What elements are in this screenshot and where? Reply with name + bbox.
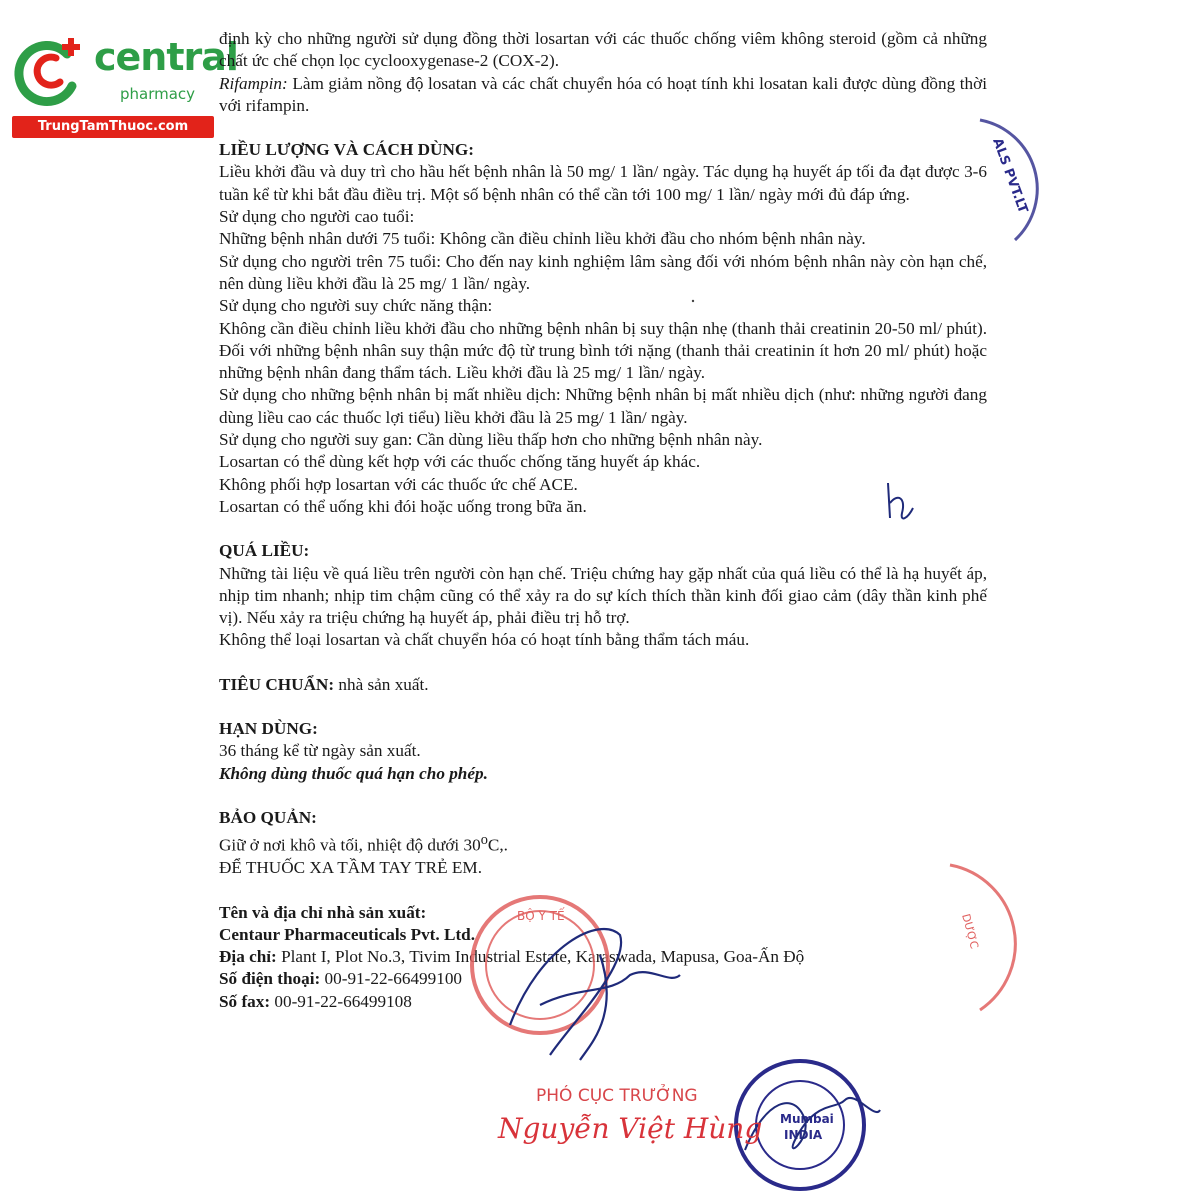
dosage-paragraph: Sử dụng cho những bệnh nhân bị mất nhiều dịch: Những bệnh nhân bị mất nhiều dịch (như: những người đang dùng liều cao các thuốc lợi tiểu) liều khởi đầu là 25 mg/ 1 lần/ ngày. xyxy=(219,385,987,427)
rifampin-label: Rifampin: xyxy=(219,73,288,93)
dosage-paragraph: Losartan có thể dùng kết hợp với các thuốc chống tăng huyết áp khác. xyxy=(219,452,701,472)
storage-title: BẢO QUẢN: xyxy=(219,807,317,827)
fax-text: 00-91-22-66499108 xyxy=(270,991,412,1011)
dosage-paragraph: Sử dụng cho người suy gan: Cần dùng liều thấp hơn cho những bệnh nhân này. xyxy=(219,430,763,450)
overdose-paragraph: Những tài liệu về quá liều trên người còn hạn chế. Triệu chứng hay gặp nhất của quá liều có thể là hạ huyết áp, nhịp tim nhanh; nhịp tim chậm cũng có thể xảy ra do sự kích thích thần kinh đối giao cảm (dây thần kinh phế vị). Nếu xảy ra triệu chứng hạ huyết áp, phải điều trị hỗ trợ. xyxy=(219,563,987,628)
rifampin-text: Làm giảm nồng độ losatan và các chất chuyển hóa có hoạt tính khi losatan kali được dùng đồng thời với rifampin. xyxy=(219,73,987,115)
expiry-warning: Không dùng thuốc quá hạn cho phép. xyxy=(219,763,488,783)
dosage-paragraph: Những bệnh nhân dưới 75 tuổi: Không cần điều chỉnh liều khởi đầu cho nhóm bệnh nhân này. xyxy=(219,229,866,249)
expiry-paragraph: 36 tháng kể từ ngày sản xuất. xyxy=(219,741,421,761)
dosage-paragraph: Losartan có thể uống khi đói hoặc uống trong bữa ăn. xyxy=(219,496,587,516)
svg-text:Mumbai: Mumbai xyxy=(780,1112,834,1126)
signatory-title: PHÓ CỤC TRƯỞNG xyxy=(536,1086,698,1106)
address-text: Plant I, Plot No.3, Tivim Industrial Estate, Karaswada, Mapusa, Goa-Ấn Độ xyxy=(276,947,805,967)
svg-text:BỘ Y TẾ: BỘ Y TẾ xyxy=(517,909,565,923)
pharmacy-cross-icon xyxy=(12,34,86,108)
address-label: Địa chỉ: xyxy=(219,947,277,967)
storage-warning: ĐỂ THUỐC XA TẦM TAY TRẺ EM. xyxy=(219,858,482,878)
central-pharmacy-logo xyxy=(8,30,238,140)
edge-stamp-fragment xyxy=(975,110,1031,250)
phone-text: 00-91-22-66499100 xyxy=(320,969,463,989)
phone-label: Số điện thoại: xyxy=(219,969,321,989)
overdose-title: QUÁ LIỀU: xyxy=(219,541,310,561)
svg-text:INDIA: INDIA xyxy=(784,1128,823,1142)
storage-degree: o xyxy=(480,832,488,849)
dosage-paragraph: Sử dụng cho người trên 75 tuổi: Cho đến nay kinh nghiệm lâm sàng đối với nhóm bệnh nhân này còn hạn chế, nên dùng liều khởi đầu là 25 mg/ 1 lần/ ngày. xyxy=(219,251,987,293)
standard-title: TIÊU CHUẨN: xyxy=(219,674,335,694)
manufacturer-name: Centaur Pharmaceuticals Pvt. Ltd. xyxy=(219,924,476,944)
logo-website: TrungTamThuoc.com xyxy=(12,116,214,138)
storage-text: Giữ ở nơi khô và tối, nhiệt độ dưới 30 xyxy=(219,835,481,855)
expiry-title: HẠN DÙNG: xyxy=(219,719,318,739)
signatory-name: Nguyễn Việt Hùng xyxy=(498,1112,763,1145)
handwritten-initials xyxy=(878,478,918,528)
logo-brand: central xyxy=(94,35,238,79)
corner-stamp-fragment xyxy=(940,860,1000,1020)
manufacturer-title: Tên và địa chỉ nhà sản xuất: xyxy=(219,902,427,922)
intro-rifampin-paragraph xyxy=(219,73,987,118)
svg-text:ALS PVT.LT: ALS PVT.LT xyxy=(989,136,1031,216)
intro-nsaid-text: định kỳ cho những người sử dụng đồng thời losartan với các thuốc chống viêm không steroid (gồm cả những chất ức chế chọn lọc cyclooxygenase-2 (COX-2). xyxy=(219,29,987,71)
dosage-title: LIỀU LƯỢNG VÀ CÁCH DÙNG: xyxy=(219,140,474,160)
standard-line xyxy=(219,674,987,696)
document-body xyxy=(219,28,987,1013)
dosage-paragraph: Sử dụng cho người cao tuổi: xyxy=(219,207,415,227)
dosage-paragraph: Sử dụng cho người suy chức năng thận: xyxy=(219,296,493,316)
standard-text: nhà sản xuất. xyxy=(334,674,429,694)
handwritten-signature xyxy=(480,905,690,1065)
storage-text-end: C,. xyxy=(487,835,508,855)
overdose-paragraph: Không thể loại losartan và chất chuyển hóa có hoạt tính bằng thẩm tách máu. xyxy=(219,630,750,650)
fax-label: Số fax: xyxy=(219,991,271,1011)
storage-paragraph xyxy=(219,829,987,857)
svg-text:DƯỢC: DƯỢC xyxy=(959,912,981,951)
dosage-paragraph: Liều khởi đầu và duy trì cho hầu hết bệnh nhân là 50 mg/ 1 lần/ ngày. Tác dụng hạ huyết áp tối đa đạt được 3-6 tuần kể từ khi bắt đầu điều trị. Một số bệnh nhân có thể cần tới 100 mg/ 1 lần/ ngày mới đủ đáp ứng. xyxy=(219,162,987,204)
small-mark xyxy=(690,298,696,304)
dosage-paragraph: Không phối hợp losartan với các thuốc ức chế ACE. xyxy=(219,474,578,494)
dosage-paragraph: Không cần điều chỉnh liều khởi đầu cho những bệnh nhân bị suy thận nhẹ (thanh thải creatinin 20-50 ml/ phút). Đối với những bệnh nhân suy thận mức độ từ trung bình tới nặng (thanh thải creatinin ít hơn 20 ml/ phút) hoặc những bệnh nhân đang thẩm tách. Liều khởi đầu là 25 mg/ 1 lần/ ngày. xyxy=(219,318,987,383)
logo-subtitle: pharmacy xyxy=(120,85,196,103)
